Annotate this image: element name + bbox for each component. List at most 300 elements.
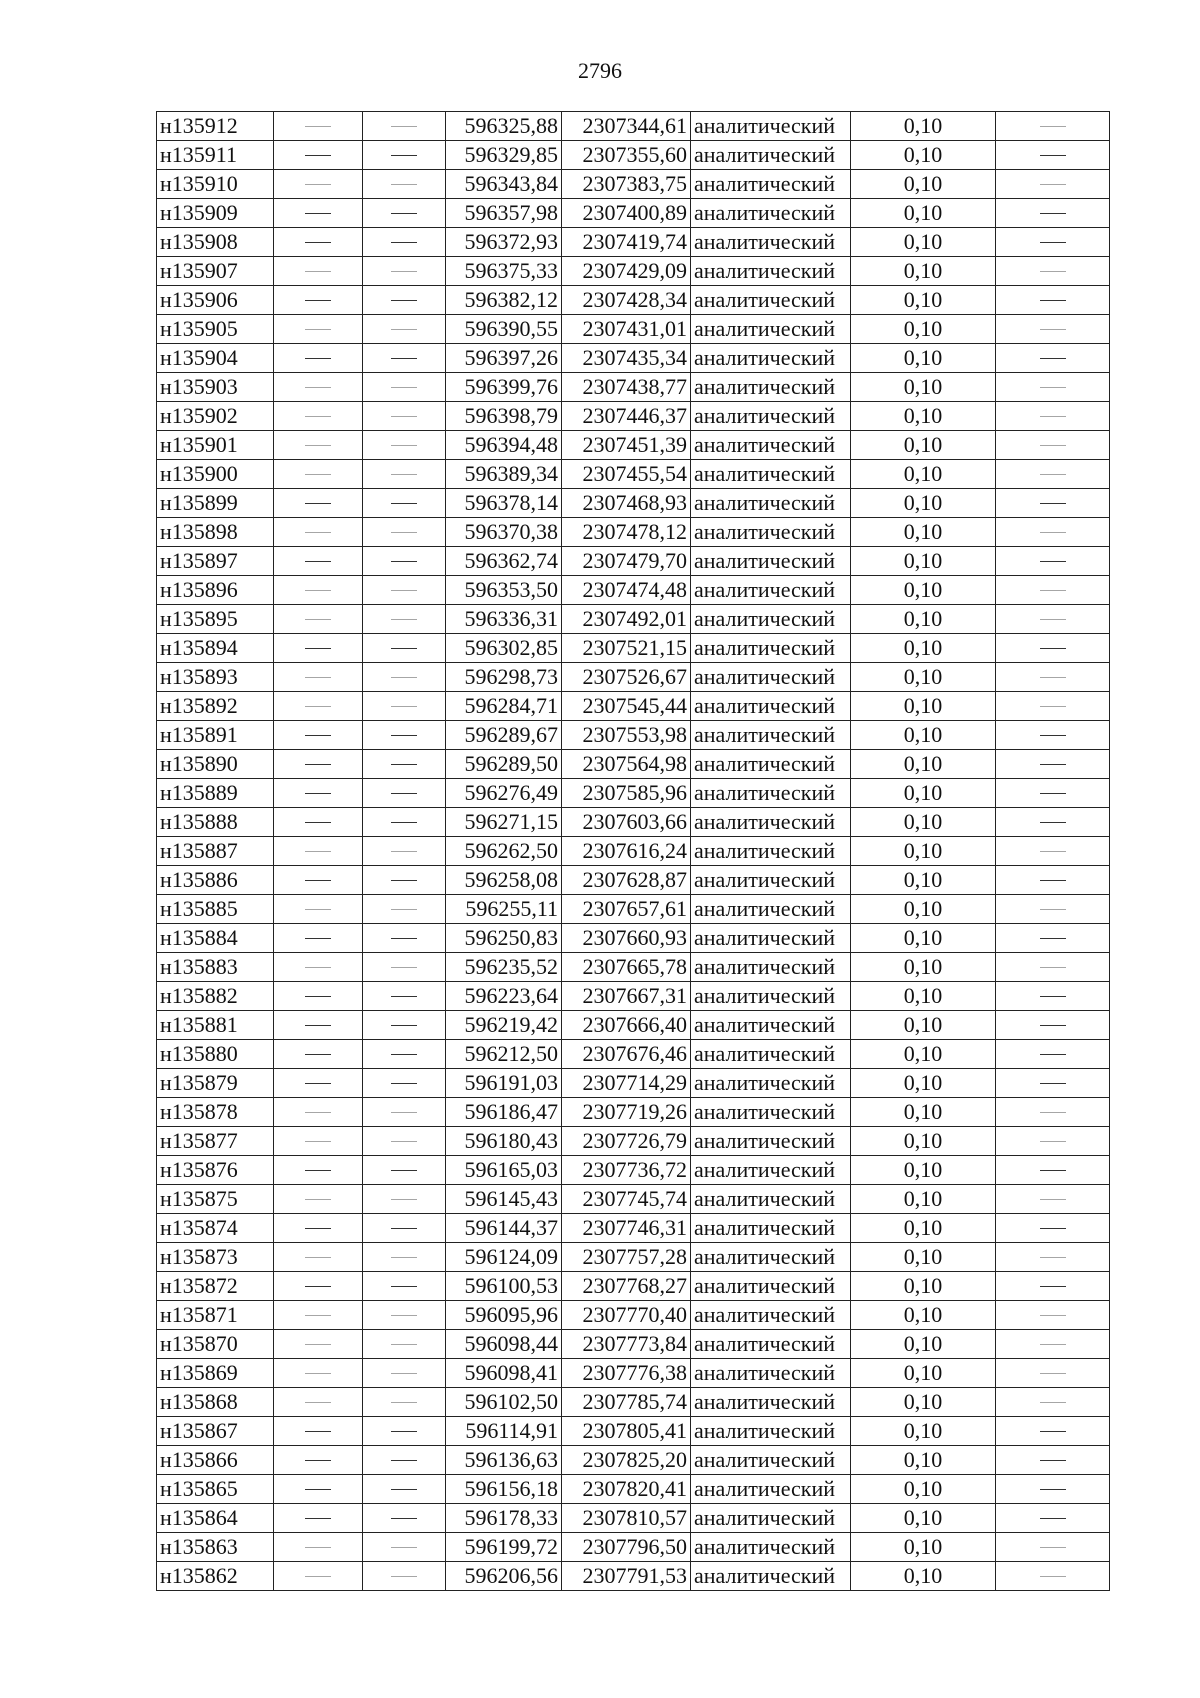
coord-y: 2307714,29	[562, 1069, 691, 1098]
method-cell: аналитический	[691, 170, 851, 199]
coord-y: 2307745,74	[562, 1185, 691, 1214]
empty-cell	[363, 808, 446, 837]
coord-x: 596271,15	[446, 808, 562, 837]
coord-x: 596343,84	[446, 170, 562, 199]
point-name: н135878	[157, 1098, 274, 1127]
dash-mark	[305, 126, 331, 127]
dash-mark	[1040, 851, 1066, 852]
empty-cell	[274, 1359, 363, 1388]
empty-cell	[274, 634, 363, 663]
coord-y: 2307429,09	[562, 257, 691, 286]
dash-mark	[1040, 996, 1066, 997]
dash-mark	[391, 416, 417, 417]
empty-cell	[363, 1040, 446, 1069]
precision-cell: 0,10	[851, 518, 996, 547]
dash-mark	[305, 1518, 331, 1519]
dash-mark	[305, 1373, 331, 1374]
table-row	[157, 605, 1110, 634]
empty-cell	[363, 750, 446, 779]
coord-x: 596398,79	[446, 402, 562, 431]
empty-cell	[274, 866, 363, 895]
empty-cell	[363, 1011, 446, 1040]
table-row	[157, 982, 1110, 1011]
empty-cell	[274, 837, 363, 866]
dash-mark	[305, 619, 331, 620]
point-name: н135896	[157, 576, 274, 605]
empty-cell	[363, 1330, 446, 1359]
empty-cell	[274, 170, 363, 199]
method-cell: аналитический	[691, 721, 851, 750]
coord-y: 2307553,98	[562, 721, 691, 750]
coord-y: 2307451,39	[562, 431, 691, 460]
method-cell: аналитический	[691, 402, 851, 431]
dash-mark	[305, 851, 331, 852]
coord-y: 2307344,61	[562, 112, 691, 141]
precision-cell: 0,10	[851, 1272, 996, 1301]
dash-mark	[391, 184, 417, 185]
point-name: н135899	[157, 489, 274, 518]
point-name: н135880	[157, 1040, 274, 1069]
dash-mark	[1040, 1518, 1066, 1519]
dash-mark	[1040, 416, 1066, 417]
coord-y: 2307796,50	[562, 1533, 691, 1562]
precision-cell: 0,10	[851, 460, 996, 489]
coord-x: 596186,47	[446, 1098, 562, 1127]
precision-cell: 0,10	[851, 982, 996, 1011]
empty-cell	[996, 953, 1110, 982]
empty-cell	[996, 837, 1110, 866]
method-cell: аналитический	[691, 1127, 851, 1156]
dash-mark	[391, 1373, 417, 1374]
precision-cell: 0,10	[851, 1301, 996, 1330]
coord-y: 2307773,84	[562, 1330, 691, 1359]
point-name: н135897	[157, 547, 274, 576]
point-name: н135908	[157, 228, 274, 257]
empty-cell	[274, 605, 363, 634]
table-row	[157, 1475, 1110, 1504]
coord-x: 596372,93	[446, 228, 562, 257]
coord-y: 2307776,38	[562, 1359, 691, 1388]
dash-mark	[391, 1025, 417, 1026]
coord-x: 596102,50	[446, 1388, 562, 1417]
table-row	[157, 547, 1110, 576]
dash-mark	[1040, 1170, 1066, 1171]
dash-mark	[1040, 271, 1066, 272]
method-cell: аналитический	[691, 605, 851, 634]
empty-cell	[274, 199, 363, 228]
empty-cell	[274, 286, 363, 315]
table-row	[157, 402, 1110, 431]
coord-x: 596399,76	[446, 373, 562, 402]
point-name: н135875	[157, 1185, 274, 1214]
empty-cell	[996, 721, 1110, 750]
dash-mark	[305, 1228, 331, 1229]
empty-cell	[996, 605, 1110, 634]
precision-cell: 0,10	[851, 315, 996, 344]
precision-cell: 0,10	[851, 866, 996, 895]
precision-cell: 0,10	[851, 112, 996, 141]
method-cell: аналитический	[691, 837, 851, 866]
dash-mark	[305, 1025, 331, 1026]
coord-y: 2307746,31	[562, 1214, 691, 1243]
coord-y: 2307820,41	[562, 1475, 691, 1504]
empty-cell	[274, 112, 363, 141]
empty-cell	[274, 228, 363, 257]
dash-mark	[391, 1489, 417, 1490]
empty-cell	[996, 1330, 1110, 1359]
empty-cell	[996, 982, 1110, 1011]
empty-cell	[363, 1069, 446, 1098]
precision-cell: 0,10	[851, 170, 996, 199]
dash-mark	[391, 967, 417, 968]
empty-cell	[363, 460, 446, 489]
empty-cell	[363, 1301, 446, 1330]
dash-mark	[1040, 242, 1066, 243]
empty-cell	[996, 431, 1110, 460]
dash-mark	[305, 996, 331, 997]
dash-mark	[305, 1257, 331, 1258]
method-cell: аналитический	[691, 663, 851, 692]
dash-mark	[305, 706, 331, 707]
empty-cell	[363, 1156, 446, 1185]
table-row	[157, 344, 1110, 373]
point-name: н135873	[157, 1243, 274, 1272]
empty-cell	[274, 576, 363, 605]
dash-mark	[1040, 1431, 1066, 1432]
dash-mark	[391, 213, 417, 214]
coord-x: 596199,72	[446, 1533, 562, 1562]
method-cell: аналитический	[691, 1417, 851, 1446]
dash-mark	[391, 532, 417, 533]
precision-cell: 0,10	[851, 431, 996, 460]
method-cell: аналитический	[691, 1388, 851, 1417]
dash-mark	[305, 532, 331, 533]
coord-x: 596144,37	[446, 1214, 562, 1243]
empty-cell	[996, 663, 1110, 692]
coord-y: 2307468,93	[562, 489, 691, 518]
empty-cell	[363, 141, 446, 170]
empty-cell	[996, 1417, 1110, 1446]
method-cell: аналитический	[691, 489, 851, 518]
point-name: н135907	[157, 257, 274, 286]
precision-cell: 0,10	[851, 1185, 996, 1214]
dash-mark	[305, 155, 331, 156]
method-cell: аналитический	[691, 1098, 851, 1127]
method-cell: аналитический	[691, 257, 851, 286]
precision-cell: 0,10	[851, 286, 996, 315]
dash-mark	[1040, 1344, 1066, 1345]
empty-cell	[363, 663, 446, 692]
table-row	[157, 460, 1110, 489]
coord-x: 596124,09	[446, 1243, 562, 1272]
dash-mark	[1040, 1286, 1066, 1287]
dash-mark	[305, 1344, 331, 1345]
empty-cell	[996, 1388, 1110, 1417]
coord-y: 2307666,40	[562, 1011, 691, 1040]
table-row	[157, 1214, 1110, 1243]
dash-mark	[391, 358, 417, 359]
coord-y: 2307431,01	[562, 315, 691, 344]
dash-mark	[1040, 561, 1066, 562]
coordinates-table	[156, 111, 1110, 1591]
dash-mark	[391, 503, 417, 504]
dash-mark	[305, 880, 331, 881]
point-name: н135892	[157, 692, 274, 721]
empty-cell	[363, 1533, 446, 1562]
dash-mark	[1040, 300, 1066, 301]
dash-mark	[391, 1170, 417, 1171]
empty-cell	[274, 1156, 363, 1185]
precision-cell: 0,10	[851, 605, 996, 634]
dash-mark	[391, 1547, 417, 1548]
empty-cell	[363, 837, 446, 866]
method-cell: аналитический	[691, 373, 851, 402]
method-cell: аналитический	[691, 1562, 851, 1591]
dash-mark	[1040, 184, 1066, 185]
method-cell: аналитический	[691, 1214, 851, 1243]
empty-cell	[274, 1562, 363, 1591]
precision-cell: 0,10	[851, 547, 996, 576]
coord-x: 596289,67	[446, 721, 562, 750]
empty-cell	[996, 228, 1110, 257]
coord-x: 596382,12	[446, 286, 562, 315]
dash-mark	[305, 1199, 331, 1200]
table-row	[157, 924, 1110, 953]
coord-x: 596095,96	[446, 1301, 562, 1330]
point-name: н135906	[157, 286, 274, 315]
method-cell: аналитический	[691, 1011, 851, 1040]
dash-mark	[305, 1460, 331, 1461]
table-row	[157, 1533, 1110, 1562]
table-row	[157, 1446, 1110, 1475]
point-name: н135874	[157, 1214, 274, 1243]
table-row	[157, 1243, 1110, 1272]
empty-cell	[996, 141, 1110, 170]
empty-cell	[274, 1533, 363, 1562]
precision-cell: 0,10	[851, 779, 996, 808]
precision-cell: 0,10	[851, 721, 996, 750]
point-name: н135898	[157, 518, 274, 547]
empty-cell	[274, 1040, 363, 1069]
empty-cell	[996, 1185, 1110, 1214]
empty-cell	[274, 1301, 363, 1330]
coord-y: 2307676,46	[562, 1040, 691, 1069]
precision-cell: 0,10	[851, 750, 996, 779]
dash-mark	[305, 1402, 331, 1403]
precision-cell: 0,10	[851, 489, 996, 518]
dash-mark	[305, 416, 331, 417]
empty-cell	[274, 344, 363, 373]
coord-y: 2307805,41	[562, 1417, 691, 1446]
coord-y: 2307757,28	[562, 1243, 691, 1272]
coord-y: 2307438,77	[562, 373, 691, 402]
empty-cell	[996, 1504, 1110, 1533]
empty-cell	[996, 866, 1110, 895]
empty-cell	[274, 924, 363, 953]
point-name: н135901	[157, 431, 274, 460]
method-cell: аналитический	[691, 953, 851, 982]
dash-mark	[1040, 1112, 1066, 1113]
table-row	[157, 866, 1110, 895]
point-name: н135911	[157, 141, 274, 170]
method-cell: аналитический	[691, 431, 851, 460]
empty-cell	[996, 1359, 1110, 1388]
coord-x: 596114,91	[446, 1417, 562, 1446]
empty-cell	[996, 576, 1110, 605]
precision-cell: 0,10	[851, 1243, 996, 1272]
method-cell: аналитический	[691, 1330, 851, 1359]
table-row	[157, 663, 1110, 692]
empty-cell	[996, 489, 1110, 518]
empty-cell	[996, 1214, 1110, 1243]
table-row	[157, 1156, 1110, 1185]
point-name: н135867	[157, 1417, 274, 1446]
table-row	[157, 373, 1110, 402]
coord-y: 2307768,27	[562, 1272, 691, 1301]
empty-cell	[274, 1272, 363, 1301]
empty-cell	[274, 1243, 363, 1272]
empty-cell	[274, 315, 363, 344]
coord-y: 2307628,87	[562, 866, 691, 895]
method-cell: аналитический	[691, 692, 851, 721]
precision-cell: 0,10	[851, 1098, 996, 1127]
empty-cell	[996, 518, 1110, 547]
method-cell: аналитический	[691, 1185, 851, 1214]
dash-mark	[1040, 619, 1066, 620]
point-name: н135866	[157, 1446, 274, 1475]
dash-mark	[1040, 1460, 1066, 1461]
dash-mark	[305, 184, 331, 185]
empty-cell	[363, 1098, 446, 1127]
empty-cell	[996, 750, 1110, 779]
coord-y: 2307474,48	[562, 576, 691, 605]
table-row	[157, 489, 1110, 518]
point-name: н135891	[157, 721, 274, 750]
coord-y: 2307665,78	[562, 953, 691, 982]
coord-x: 596378,14	[446, 489, 562, 518]
method-cell: аналитический	[691, 1446, 851, 1475]
empty-cell	[363, 1214, 446, 1243]
table-row	[157, 286, 1110, 315]
table-row	[157, 1098, 1110, 1127]
coord-y: 2307400,89	[562, 199, 691, 228]
dash-mark	[391, 445, 417, 446]
dash-mark	[305, 300, 331, 301]
method-cell: аналитический	[691, 1475, 851, 1504]
empty-cell	[363, 228, 446, 257]
dash-mark	[305, 1315, 331, 1316]
dash-mark	[1040, 1402, 1066, 1403]
empty-cell	[996, 1243, 1110, 1272]
dash-mark	[1040, 735, 1066, 736]
empty-cell	[274, 373, 363, 402]
coord-y: 2307446,37	[562, 402, 691, 431]
coord-x: 596258,08	[446, 866, 562, 895]
table-row	[157, 1185, 1110, 1214]
empty-cell	[363, 1359, 446, 1388]
table-row	[157, 692, 1110, 721]
dash-mark	[391, 1576, 417, 1577]
method-cell: аналитический	[691, 1533, 851, 1562]
method-cell: аналитический	[691, 576, 851, 605]
dash-mark	[1040, 822, 1066, 823]
empty-cell	[363, 1388, 446, 1417]
coord-y: 2307585,96	[562, 779, 691, 808]
dash-mark	[305, 967, 331, 968]
empty-cell	[274, 141, 363, 170]
dash-mark	[305, 329, 331, 330]
table-row	[157, 199, 1110, 228]
precision-cell: 0,10	[851, 1011, 996, 1040]
method-cell: аналитический	[691, 924, 851, 953]
table-row	[157, 518, 1110, 547]
coord-x: 596156,18	[446, 1475, 562, 1504]
dash-mark	[305, 1576, 331, 1577]
table-row	[157, 1011, 1110, 1040]
dash-mark	[391, 793, 417, 794]
method-cell: аналитический	[691, 895, 851, 924]
dash-mark	[391, 242, 417, 243]
coord-x: 596353,50	[446, 576, 562, 605]
empty-cell	[274, 1069, 363, 1098]
empty-cell	[363, 344, 446, 373]
empty-cell	[363, 1475, 446, 1504]
page-number: 2796	[578, 58, 622, 83]
empty-cell	[363, 315, 446, 344]
table-row	[157, 721, 1110, 750]
table-row	[157, 170, 1110, 199]
empty-cell	[274, 750, 363, 779]
method-cell: аналитический	[691, 1156, 851, 1185]
empty-cell	[274, 1417, 363, 1446]
empty-cell	[363, 1185, 446, 1214]
point-name: н135890	[157, 750, 274, 779]
empty-cell	[274, 1011, 363, 1040]
precision-cell: 0,10	[851, 141, 996, 170]
dash-mark	[1040, 793, 1066, 794]
point-name: н135902	[157, 402, 274, 431]
dash-mark	[305, 358, 331, 359]
coord-x: 596390,55	[446, 315, 562, 344]
empty-cell	[274, 257, 363, 286]
coord-x: 596219,42	[446, 1011, 562, 1040]
empty-cell	[363, 402, 446, 431]
point-name: н135903	[157, 373, 274, 402]
dash-mark	[1040, 329, 1066, 330]
precision-cell: 0,10	[851, 1069, 996, 1098]
empty-cell	[363, 170, 446, 199]
method-cell: аналитический	[691, 1243, 851, 1272]
point-name: н135864	[157, 1504, 274, 1533]
empty-cell	[363, 779, 446, 808]
method-cell: аналитический	[691, 779, 851, 808]
empty-cell	[274, 1185, 363, 1214]
empty-cell	[274, 1214, 363, 1243]
precision-cell: 0,10	[851, 228, 996, 257]
empty-cell	[363, 1243, 446, 1272]
coord-x: 596206,56	[446, 1562, 562, 1591]
dash-mark	[391, 619, 417, 620]
point-name: н135889	[157, 779, 274, 808]
dash-mark	[305, 1054, 331, 1055]
method-cell: аналитический	[691, 1040, 851, 1069]
dash-mark	[305, 1489, 331, 1490]
empty-cell	[274, 953, 363, 982]
coord-y: 2307719,26	[562, 1098, 691, 1127]
point-name: н135882	[157, 982, 274, 1011]
dash-mark	[391, 126, 417, 127]
empty-cell	[363, 1417, 446, 1446]
